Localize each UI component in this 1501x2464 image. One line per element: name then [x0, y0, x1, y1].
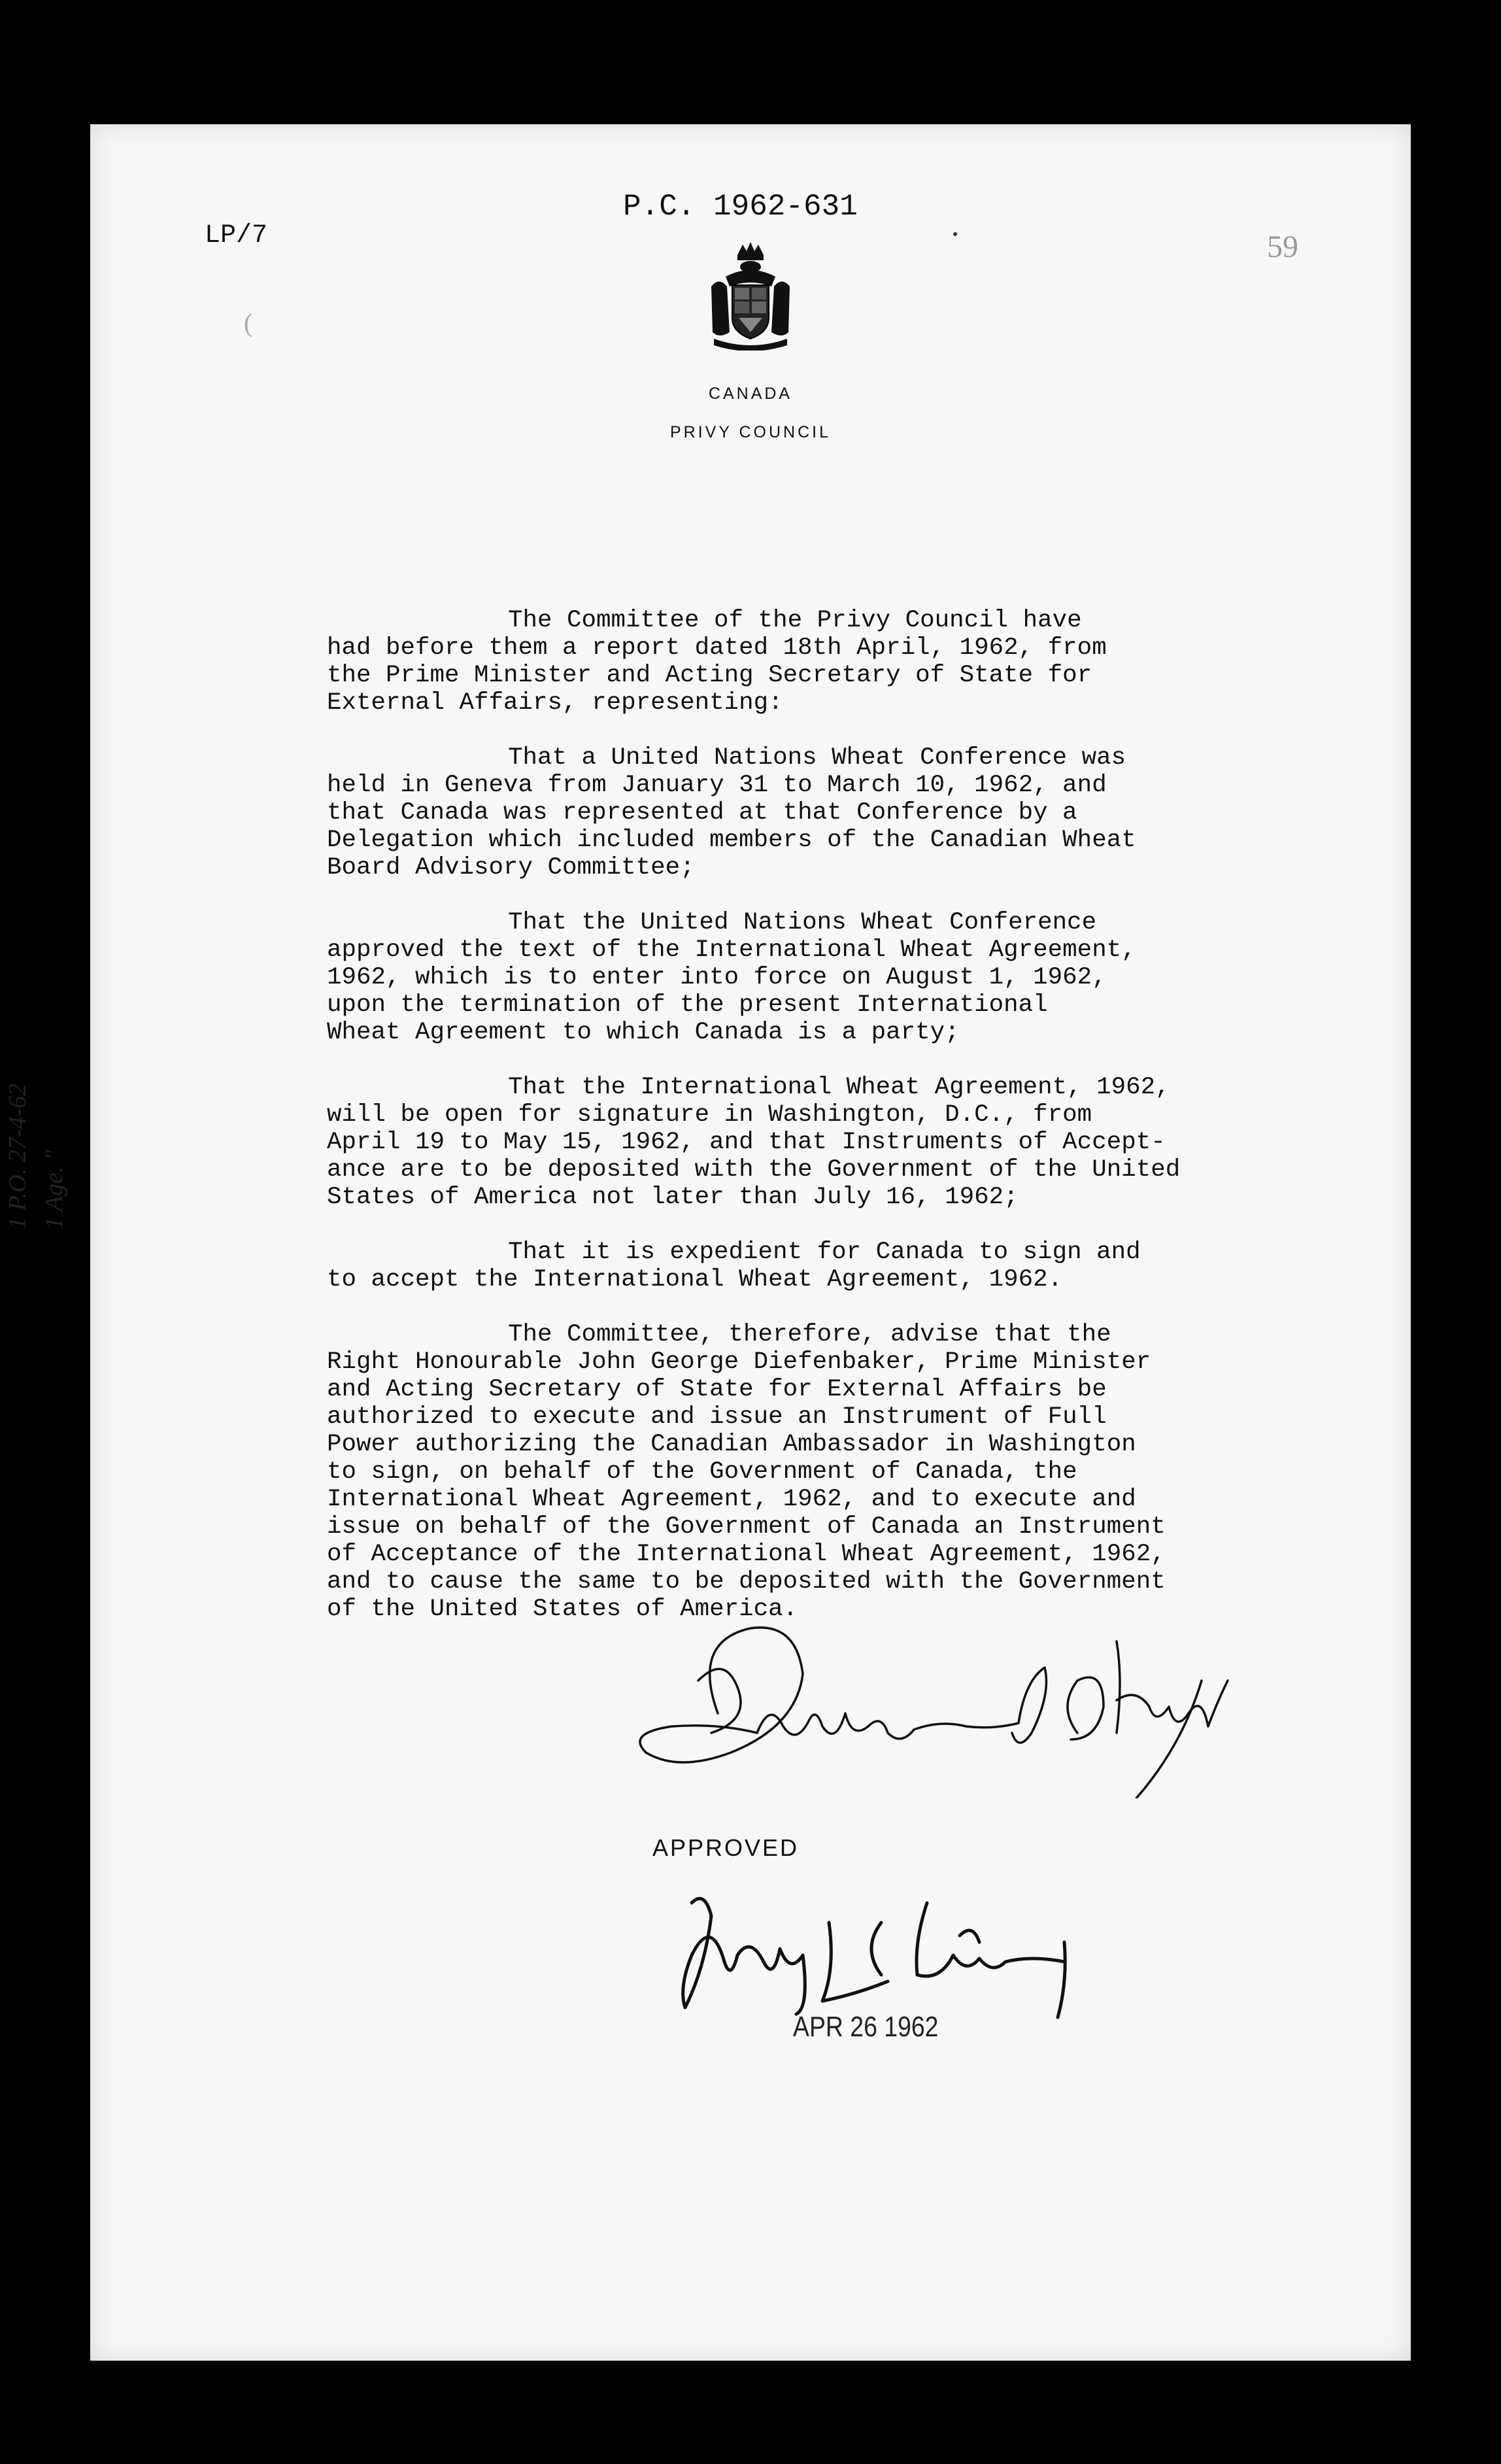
country-label: CANADA: [708, 385, 793, 403]
document-page: [4, 124, 1411, 2361]
paragraph: That the International Wheat Agreement, 1962, will be open for signature in Washington, D.C., from April 19 to May 15, 1962, and that Instruments of Accept- ance are to be deposited with the Government of the United States of America not later than July 16, 1962;: [327, 1074, 1181, 1211]
coat-of-arms-icon: [706, 241, 795, 351]
order-number: P.C. 1962-631: [623, 190, 858, 224]
paragraph: That the United Nations Wheat Conference approved the text of the International Wheat Agreement, 1962, which is to enter into force on August 1, 1962, upon the termination of the present International Wheat Agreement to which Canada is a party;: [327, 909, 1136, 1046]
paragraph: That it is expedient for Canada to sign and to accept the International Wheat Agreement, 1962.: [327, 1239, 1141, 1293]
paragraph: The Committee of the Privy Council have had before them a report dated 18th April, 1962, from the Prime Minister and Acting Secretary of State for External Affairs, representing:: [327, 607, 1107, 717]
office-label: PRIVY COUNCIL: [669, 423, 832, 441]
paragraph: That a United Nations Wheat Conference was held in Geneva from January 31 to March 10, 1962, and that Canada was represented at that Conference by a Delegation which included members of the Canadian Wheat Board Advisory Committee;: [327, 744, 1136, 881]
order-body: [327, 607, 1386, 1623]
ink-speck: [953, 232, 957, 236]
approved-label: APPROVED: [652, 1834, 800, 1861]
margin-note-line: 1 Age. ": [41, 1150, 68, 1229]
margin-note-line: 1 P.O. 27-4-62: [4, 1083, 31, 1229]
approval-date-stamp: APR 26 1962: [793, 2011, 939, 2043]
paragraph: The Committee, therefore, advise that the Right Honourable John George Diefenbaker, Prime Minister and Acting Secretary of State for External Affairs be authorized to execute and issue an Instrument of Full Power authorizing the Canadian Ambassador in Washington to sign, on behalf of the Government of Canada, the International Wheat Agreement, 1962, and to execute and issue on behalf of the Government of Canada an Instrument of Acceptance of the International Wheat Agreement, 1962, and to cause the same to be deposited with the Government of the United States of America.: [327, 1321, 1166, 1623]
file-reference: LP/7: [205, 221, 268, 250]
margin-mark: (: [244, 308, 253, 337]
page-number: 59: [1267, 230, 1298, 264]
approver-signature: [666, 1877, 1189, 2021]
clerk-signature: [600, 1602, 1241, 1798]
